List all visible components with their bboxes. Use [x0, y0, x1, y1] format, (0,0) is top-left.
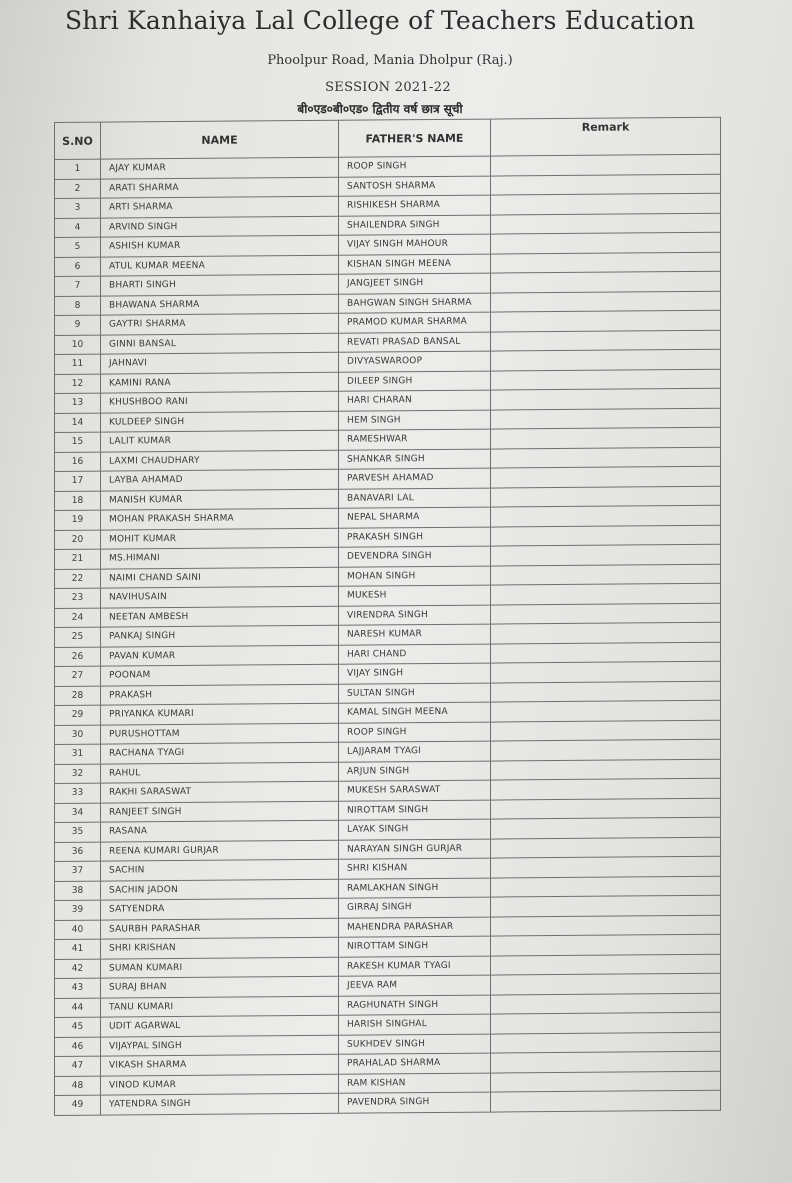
row-name: SAURBH PARASHAR — [101, 918, 339, 939]
row-father-name: VIRENDRA SINGH — [339, 605, 491, 626]
header-sno: S.NO — [55, 122, 101, 159]
row-name: MOHIT KUMAR — [101, 528, 339, 549]
row-name: SACHIN — [101, 859, 339, 880]
table-header-row — [55, 117, 721, 159]
row-remark — [491, 369, 721, 390]
row-sno: 41 — [55, 939, 101, 959]
row-father-name: PRAKASH SINGH — [339, 527, 491, 548]
row-father-name: MOHAN SINGH — [339, 566, 491, 587]
row-name: PANKAJ SINGH — [101, 625, 339, 646]
row-father-name: KISHAN SINGH MEENA — [339, 254, 491, 275]
row-father-name: PRAHALAD SHARMA — [339, 1053, 491, 1074]
row-father-name: SULTAN SINGH — [339, 683, 491, 704]
row-remark — [491, 700, 721, 721]
row-father-name: LAJJARAM TYAGI — [339, 741, 491, 762]
row-father-name: VIJAY SINGH MAHOUR — [339, 234, 491, 255]
row-sno: 16 — [55, 452, 101, 472]
row-sno: 22 — [55, 569, 101, 589]
row-sno: 31 — [55, 744, 101, 764]
row-remark — [491, 954, 721, 975]
row-father-name: RAMLAKHAN SINGH — [339, 878, 491, 899]
row-remark — [491, 934, 721, 955]
row-remark — [491, 193, 721, 214]
row-remark — [491, 876, 721, 897]
row-remark — [491, 408, 721, 429]
row-name: ATUL KUMAR MEENA — [101, 255, 339, 276]
row-father-name: HARI CHAND — [339, 644, 491, 665]
row-remark — [491, 1071, 721, 1092]
row-name: VIKASH SHARMA — [101, 1054, 339, 1075]
row-father-name: NEPAL SHARMA — [339, 507, 491, 528]
row-remark — [491, 564, 721, 585]
row-name: ARVIND SINGH — [101, 216, 339, 237]
row-name: LALIT KUMAR — [101, 430, 339, 451]
row-father-name: JANGJEET SINGH — [339, 273, 491, 294]
row-father-name: KAMAL SINGH MEENA — [339, 702, 491, 723]
row-name: KHUSHBOO RANI — [101, 391, 339, 412]
row-sno: 10 — [55, 335, 101, 355]
row-name: RACHANA TYAGI — [101, 742, 339, 763]
row-remark — [491, 1032, 721, 1053]
row-remark — [491, 720, 721, 741]
row-father-name: HARI CHARAN — [339, 390, 491, 411]
row-father-name: ARJUN SINGH — [339, 761, 491, 782]
row-father-name: RISHIKESH SHARMA — [339, 195, 491, 216]
row-father-name: REVATI PRASAD BANSAL — [339, 332, 491, 353]
row-name: MANISH KUMAR — [101, 489, 339, 510]
row-remark — [491, 973, 721, 994]
row-father-name: NIROTTAM SINGH — [339, 800, 491, 821]
row-name: REENA KUMARI GURJAR — [101, 840, 339, 861]
row-remark — [491, 837, 721, 858]
row-name: YATENDRA SINGH — [101, 1093, 339, 1114]
student-table — [54, 117, 721, 1116]
row-name: MOHAN PRAKASH SHARMA — [101, 508, 339, 529]
row-name: LAYBA AHAMAD — [101, 469, 339, 490]
row-name: SURAJ BHAN — [101, 976, 339, 997]
row-sno: 9 — [55, 315, 101, 335]
row-sno: 43 — [55, 978, 101, 998]
row-father-name: HARISH SINGHAL — [339, 1014, 491, 1035]
row-name: PURUSHOTTAM — [101, 723, 339, 744]
row-father-name: SHRI KISHAN — [339, 858, 491, 879]
row-remark — [491, 583, 721, 604]
row-name: SHRI KRISHAN — [101, 937, 339, 958]
row-remark — [491, 895, 721, 916]
row-name: NAVIHUSAIN — [101, 586, 339, 607]
row-sno: 32 — [55, 764, 101, 784]
row-sno: 2 — [55, 179, 101, 199]
row-remark — [491, 642, 721, 663]
row-sno: 3 — [55, 198, 101, 218]
row-father-name: GIRRAJ SINGH — [339, 897, 491, 918]
row-sno: 36 — [55, 842, 101, 862]
row-remark — [491, 349, 721, 370]
college-address: Phoolpur Road, Mania Dholpur (Raj.) — [267, 53, 513, 68]
row-remark — [491, 174, 721, 195]
row-father-name: RAKESH KUMAR TYAGI — [339, 956, 491, 977]
row-father-name: PRAMOD KUMAR SHARMA — [339, 312, 491, 333]
row-name: PAVAN KUMAR — [101, 645, 339, 666]
row-father-name: BAHGWAN SINGH SHARMA — [339, 293, 491, 314]
header-remark: Remark — [491, 117, 721, 156]
row-sno: 39 — [55, 900, 101, 920]
row-name: VINOD KUMAR — [101, 1074, 339, 1095]
row-sno: 7 — [55, 276, 101, 296]
row-sno: 47 — [55, 1056, 101, 1076]
row-sno: 14 — [55, 413, 101, 433]
row-name: TANU KUMARI — [101, 996, 339, 1017]
row-sno: 35 — [55, 822, 101, 842]
row-name: LAXMI CHAUDHARY — [101, 450, 339, 471]
row-remark — [491, 330, 721, 351]
session-label: SESSION 2021-22 — [325, 80, 451, 95]
row-name: BHAWANA SHARMA — [101, 294, 339, 315]
row-sno: 33 — [55, 783, 101, 803]
row-remark — [491, 1051, 721, 1072]
row-sno: 46 — [55, 1037, 101, 1057]
row-sno: 27 — [55, 666, 101, 686]
row-remark — [491, 505, 721, 526]
row-sno: 20 — [55, 530, 101, 550]
row-name: GAYTRI SHARMA — [101, 313, 339, 334]
row-sno: 38 — [55, 881, 101, 901]
row-name: SACHIN JADON — [101, 879, 339, 900]
row-sno: 18 — [55, 491, 101, 511]
row-father-name: MUKESH SARASWAT — [339, 780, 491, 801]
header-father-name: FATHER'S NAME — [339, 119, 491, 157]
row-sno: 48 — [55, 1076, 101, 1096]
row-remark — [491, 817, 721, 838]
row-remark — [491, 525, 721, 546]
row-sno: 44 — [55, 998, 101, 1018]
row-remark — [491, 232, 721, 253]
row-father-name: SANTOSH SHARMA — [339, 176, 491, 197]
hindi-list-title: बी०एड०बी०एड० द्वितीय वर्ष छात्र सूची — [297, 102, 463, 116]
row-remark — [491, 759, 721, 780]
row-father-name: DEVENDRA SINGH — [339, 546, 491, 567]
row-remark — [491, 739, 721, 760]
row-sno: 49 — [55, 1095, 101, 1115]
row-father-name: DIVYASWAROOP — [339, 351, 491, 372]
row-sno: 19 — [55, 510, 101, 530]
row-remark — [491, 603, 721, 624]
row-father-name: RAGHUNATH SINGH — [339, 995, 491, 1016]
row-name: MS.HIMANI — [101, 547, 339, 568]
row-name: AJAY KUMAR — [101, 157, 339, 178]
row-father-name: DILEEP SINGH — [339, 371, 491, 392]
row-sno: 1 — [55, 159, 101, 179]
row-remark — [491, 1012, 721, 1033]
row-remark — [491, 661, 721, 682]
row-remark — [491, 622, 721, 643]
row-father-name: LAYAK SINGH — [339, 819, 491, 840]
row-name: JAHNAVI — [101, 352, 339, 373]
row-sno: 23 — [55, 588, 101, 608]
row-remark — [491, 271, 721, 292]
row-father-name: RAM KISHAN — [339, 1073, 491, 1094]
row-remark — [491, 252, 721, 273]
row-name: RAHUL — [101, 762, 339, 783]
row-remark — [491, 778, 721, 799]
row-remark — [491, 213, 721, 234]
row-sno: 24 — [55, 608, 101, 628]
row-name: KULDEEP SINGH — [101, 411, 339, 432]
row-name: SUMAN KUMARI — [101, 957, 339, 978]
student-table-wrapper — [54, 117, 721, 1116]
row-father-name: VIJAY SINGH — [339, 663, 491, 684]
row-name: PRAKASH — [101, 684, 339, 705]
row-sno: 37 — [55, 861, 101, 881]
row-sno: 40 — [55, 920, 101, 940]
row-father-name: ROOP SINGH — [339, 722, 491, 743]
table-body — [55, 154, 721, 1115]
row-sno: 11 — [55, 354, 101, 374]
row-father-name: JEEVA RAM — [339, 975, 491, 996]
row-sno: 4 — [55, 218, 101, 238]
row-name: NEETAN AMBESH — [101, 606, 339, 627]
row-sno: 5 — [55, 237, 101, 257]
row-sno: 30 — [55, 725, 101, 745]
row-remark — [491, 544, 721, 565]
row-name: ARTI SHARMA — [101, 196, 339, 217]
row-remark — [491, 154, 721, 175]
row-remark — [491, 291, 721, 312]
row-sno: 17 — [55, 471, 101, 491]
row-remark — [491, 388, 721, 409]
header-name: NAME — [101, 120, 339, 159]
row-remark — [491, 447, 721, 468]
row-sno: 6 — [55, 257, 101, 277]
row-name: BHARTI SINGH — [101, 274, 339, 295]
table-row — [55, 1090, 721, 1115]
row-father-name: BANAVARI LAL — [339, 488, 491, 509]
row-father-name: PAVENDRA SINGH — [339, 1092, 491, 1113]
row-name: UDIT AGARWAL — [101, 1015, 339, 1036]
row-remark — [491, 993, 721, 1014]
row-name: RASANA — [101, 820, 339, 841]
row-sno: 13 — [55, 393, 101, 413]
row-remark — [491, 427, 721, 448]
row-father-name: MUKESH — [339, 585, 491, 606]
row-sno: 25 — [55, 627, 101, 647]
row-father-name: ROOP SINGH — [339, 156, 491, 177]
row-sno: 12 — [55, 374, 101, 394]
row-sno: 15 — [55, 432, 101, 452]
row-remark — [491, 856, 721, 877]
row-sno: 34 — [55, 803, 101, 823]
row-name: ASHISH KUMAR — [101, 235, 339, 256]
row-remark — [491, 310, 721, 331]
row-father-name: MAHENDRA PARASHAR — [339, 917, 491, 938]
row-sno: 8 — [55, 296, 101, 316]
row-sno: 42 — [55, 959, 101, 979]
row-name: GINNI BANSAL — [101, 333, 339, 354]
row-name: SATYENDRA — [101, 898, 339, 919]
row-father-name: SHANKAR SINGH — [339, 449, 491, 470]
row-father-name: RAMESHWAR — [339, 429, 491, 450]
row-sno: 21 — [55, 549, 101, 569]
row-name: NAIMI CHAND SAINI — [101, 567, 339, 588]
row-father-name: SUKHDEV SINGH — [339, 1034, 491, 1055]
row-name: RAKHI SARASWAT — [101, 781, 339, 802]
row-remark — [491, 681, 721, 702]
row-name: VIJAYPAL SINGH — [101, 1035, 339, 1056]
row-father-name: NIROTTAM SINGH — [339, 936, 491, 957]
row-remark — [491, 1090, 721, 1111]
row-father-name: NARAYAN SINGH GURJAR — [339, 839, 491, 860]
row-sno: 26 — [55, 647, 101, 667]
row-name: KAMINI RANA — [101, 372, 339, 393]
row-name: RANJEET SINGH — [101, 801, 339, 822]
row-remark — [491, 798, 721, 819]
row-father-name: SHAILENDRA SINGH — [339, 215, 491, 236]
row-father-name: NARESH KUMAR — [339, 624, 491, 645]
college-title: Shri Kanhaiya Lal College of Teachers Education — [64, 6, 696, 35]
row-name: POONAM — [101, 664, 339, 685]
row-sno: 28 — [55, 686, 101, 706]
row-remark — [491, 466, 721, 487]
row-name: PRIYANKA KUMARI — [101, 703, 339, 724]
row-name: ARATI SHARMA — [101, 177, 339, 198]
row-father-name: PARVESH AHAMAD — [339, 468, 491, 489]
row-sno: 45 — [55, 1017, 101, 1037]
row-sno: 29 — [55, 705, 101, 725]
row-remark — [491, 486, 721, 507]
row-father-name: HEM SINGH — [339, 410, 491, 431]
row-remark — [491, 915, 721, 936]
